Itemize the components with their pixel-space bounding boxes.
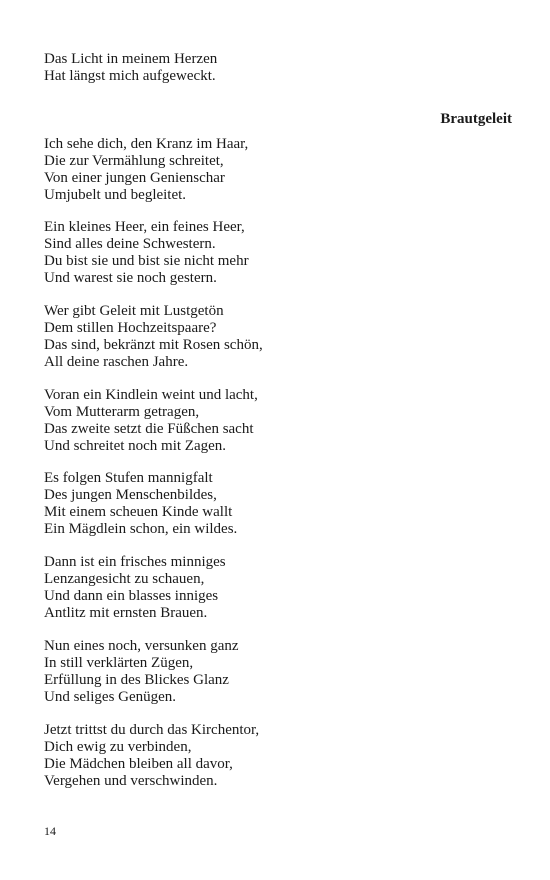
opening-stanza [44,51,504,85]
verse-line: Und warest sie noch gestern. [44,270,217,286]
verse-line: Ein Mägdlein schon, ein wildes. [44,521,238,537]
stanza-8 [44,722,504,790]
page-number: 14 [44,824,56,838]
verse-line: Mit einem scheuen Kinde wallt [44,504,233,520]
verse-line: Die zur Vermählung schreitet, [44,153,224,169]
verse-line: Das Licht in meinem Herzen [44,51,218,67]
verse-line: Vom Mutterarm getragen, [44,404,200,420]
verse-line: Dich ewig zu verbinden, [44,739,192,755]
verse-line: Von einer jungen Genienschar [44,170,225,186]
verse-line: Und dann ein blasses inniges [44,588,219,604]
verse-line: Sind alles deine Schwestern. [44,236,216,252]
verse-line: Die Mädchen bleiben all davor, [44,756,233,772]
verse-line: Es folgen Stufen mannigfalt [44,470,213,486]
stanza-6 [44,554,504,622]
verse-line: Dem stillen Hochzeitspaare? [44,320,217,336]
verse-line: Dann ist ein frisches minniges [44,554,226,570]
verse-line: Antlitz mit ernsten Brauen. [44,605,208,621]
verse-line: Und seliges Genügen. [44,689,177,705]
poem-title: Brautgeleit [440,111,512,127]
verse-line: Nun eines noch, versunken ganz [44,638,239,654]
verse-line: Erfüllung in des Blickes Glanz [44,672,229,688]
verse-line: Jetzt trittst du durch das Kirchentor, [44,722,260,738]
verse-line: Das sind, bekränzt mit Rosen schön, [44,337,263,353]
verse-line: Umjubelt und begleitet. [44,187,187,203]
verse-line: Des jungen Menschenbildes, [44,487,217,503]
verse-line: Vergehen und verschwinden. [44,773,218,789]
verse-line: Ich sehe dich, den Kranz im Haar, [44,136,249,152]
verse-line: In still verklärten Zügen, [44,655,194,671]
stanza-3 [44,303,504,371]
verse-line: Hat längst mich aufgeweckt. [44,68,216,84]
verse-line: Lenzangesicht zu schauen, [44,571,205,587]
stanza-2 [44,219,504,287]
poem-title-wrapper [0,111,512,128]
verse-line: Und schreitet noch mit Zagen. [44,438,227,454]
stanza-5 [44,470,504,538]
verse-line: Voran ein Kindlein weint und lacht, [44,387,258,403]
stanza-7 [44,638,504,706]
verse-line: Wer gibt Geleit mit Lustgetön [44,303,224,319]
verse-line: All deine raschen Jahre. [44,354,189,370]
verse-line: Du bist sie und bist sie nicht mehr [44,253,249,269]
verse-line: Das zweite setzt die Füßchen sacht [44,421,254,437]
verse-line: Ein kleines Heer, ein feines Heer, [44,219,245,235]
stanza-4 [44,387,504,455]
stanza-1 [44,136,504,204]
